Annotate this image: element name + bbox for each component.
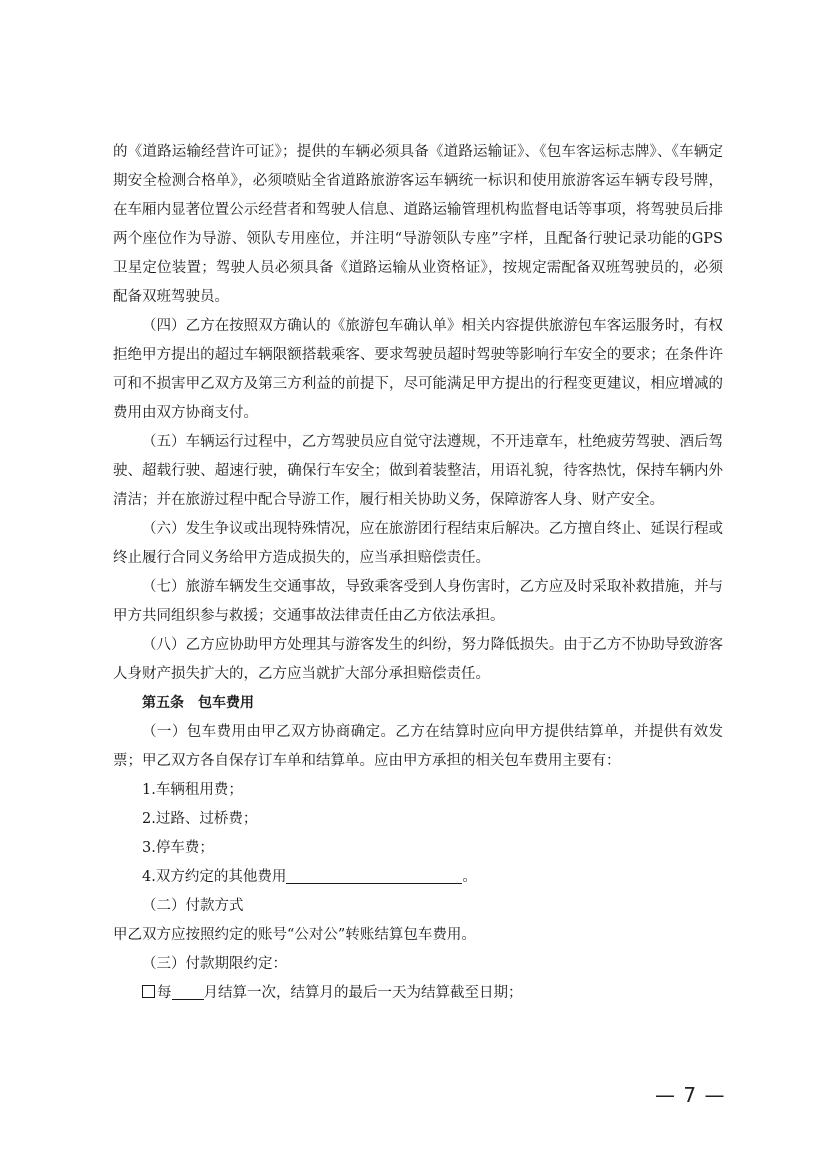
payment-term-heading: （三）付款期限约定：	[142, 956, 287, 972]
paragraph-clause-5: （五）车辆运行过程中，乙方驾驶员应自觉守法遵规，不开违章车，杜绝疲劳驾驶、酒后驾驶、超载行驶、超速行驶，确保行车安全；做到着装整洁，用语礼貌，待客热忱，保持车辆内外清洁；并在旅游过程中配合导游工作，履行相关协助义务，保障游客人身、财产安全。	[113, 434, 723, 508]
fee-item-2: 2.过路、过桥费；	[142, 811, 258, 827]
monthly-option-prefix: 每	[157, 985, 172, 1001]
paragraph-clause-7: （七）旅游车辆发生交通事故，导致乘客受到人身伤害时，乙方应及时采取补救措施，并与甲方共同组织参与救援；交通事故法律责任由乙方依法承担。	[113, 579, 723, 624]
fee-item-4	[113, 863, 723, 892]
paragraph-continued: 的《道路运输经营许可证》；提供的车辆必须具备《道路运输证》、《包车客运标志牌》、《车辆定期安全检测合格单》，必须喷贴全省道路旅游客运车辆统一标识和使用旅游客运车辆专段号牌，在车厢内显著位置公示经营者和驾驶人信息、道路运输管理机构监督电话等事项，将驾驶员后排两个座位作为导游、领队专用座位，并注明“导游领队专座”字样，且配备行驶记录功能的GPS卫星定位装置；驾驶人员必须具备《道路运输从业资格证》，按规定需配备双班驾驶员的，必须配备双班驾驶员。	[113, 144, 723, 305]
article-5-heading	[113, 689, 723, 718]
paragraph-clause-8: （八）乙方应协助甲方处理其与游客发生的纠纷，努力降低损失。由于乙方不协助导致游客人身财产损失扩大的，乙方应当就扩大部分承担赔偿责任。	[113, 637, 723, 682]
payment-method-heading: （二）付款方式	[142, 898, 244, 914]
fee-item-4-end: 。	[462, 869, 477, 885]
fee-item-1: 1.车辆租用费；	[142, 782, 243, 798]
monthly-settlement-checkbox[interactable]	[142, 985, 155, 998]
article-5-title: 包车费用	[198, 695, 254, 711]
months-blank-field[interactable]	[172, 981, 204, 1000]
page-number: — 7 —	[655, 1083, 726, 1107]
fee-item-3: 3.停车费；	[142, 840, 214, 856]
other-fees-blank-field[interactable]	[286, 865, 462, 884]
payment-option-monthly	[113, 979, 723, 1008]
payment-method-text: 甲乙双方应按照约定的账号“公对公”转账结算包车费用。	[113, 927, 476, 943]
paragraph-clause-4: （四）乙方在按照双方确认的《旅游包车确认单》相关内容提供旅游包车客运服务时，有权拒绝甲方提出的超过车辆限额搭载乘客、要求驾驶员超时驾驶等影响行车安全的要求；在条件许可和不损害甲乙双方及第三方利益的前提下，尽可能满足甲方提出的行程变更建议，相应增减的费用由双方协商支付。	[113, 318, 723, 421]
monthly-option-text: 月结算一次，结算月的最后一天为结算截至日期；	[203, 985, 523, 1001]
article-5-paragraph-1: （一）包车费用由甲乙双方协商确定。乙方在结算时应向甲方提供结算单，并提供有效发票；甲乙双方各自保存订车单和结算单。应由甲方承担的相关包车费用主要有：	[113, 724, 723, 769]
document-body	[113, 138, 723, 1008]
fee-item-4-label: 4.双方约定的其他费用	[142, 869, 287, 885]
article-5-number: 第五条	[142, 695, 184, 711]
paragraph-clause-6: （六）发生争议或出现特殊情况，应在旅游团行程结束后解决。乙方擅自终止、延误行程或终止履行合同义务给甲方造成损失的，应当承担赔偿责任。	[113, 521, 723, 566]
